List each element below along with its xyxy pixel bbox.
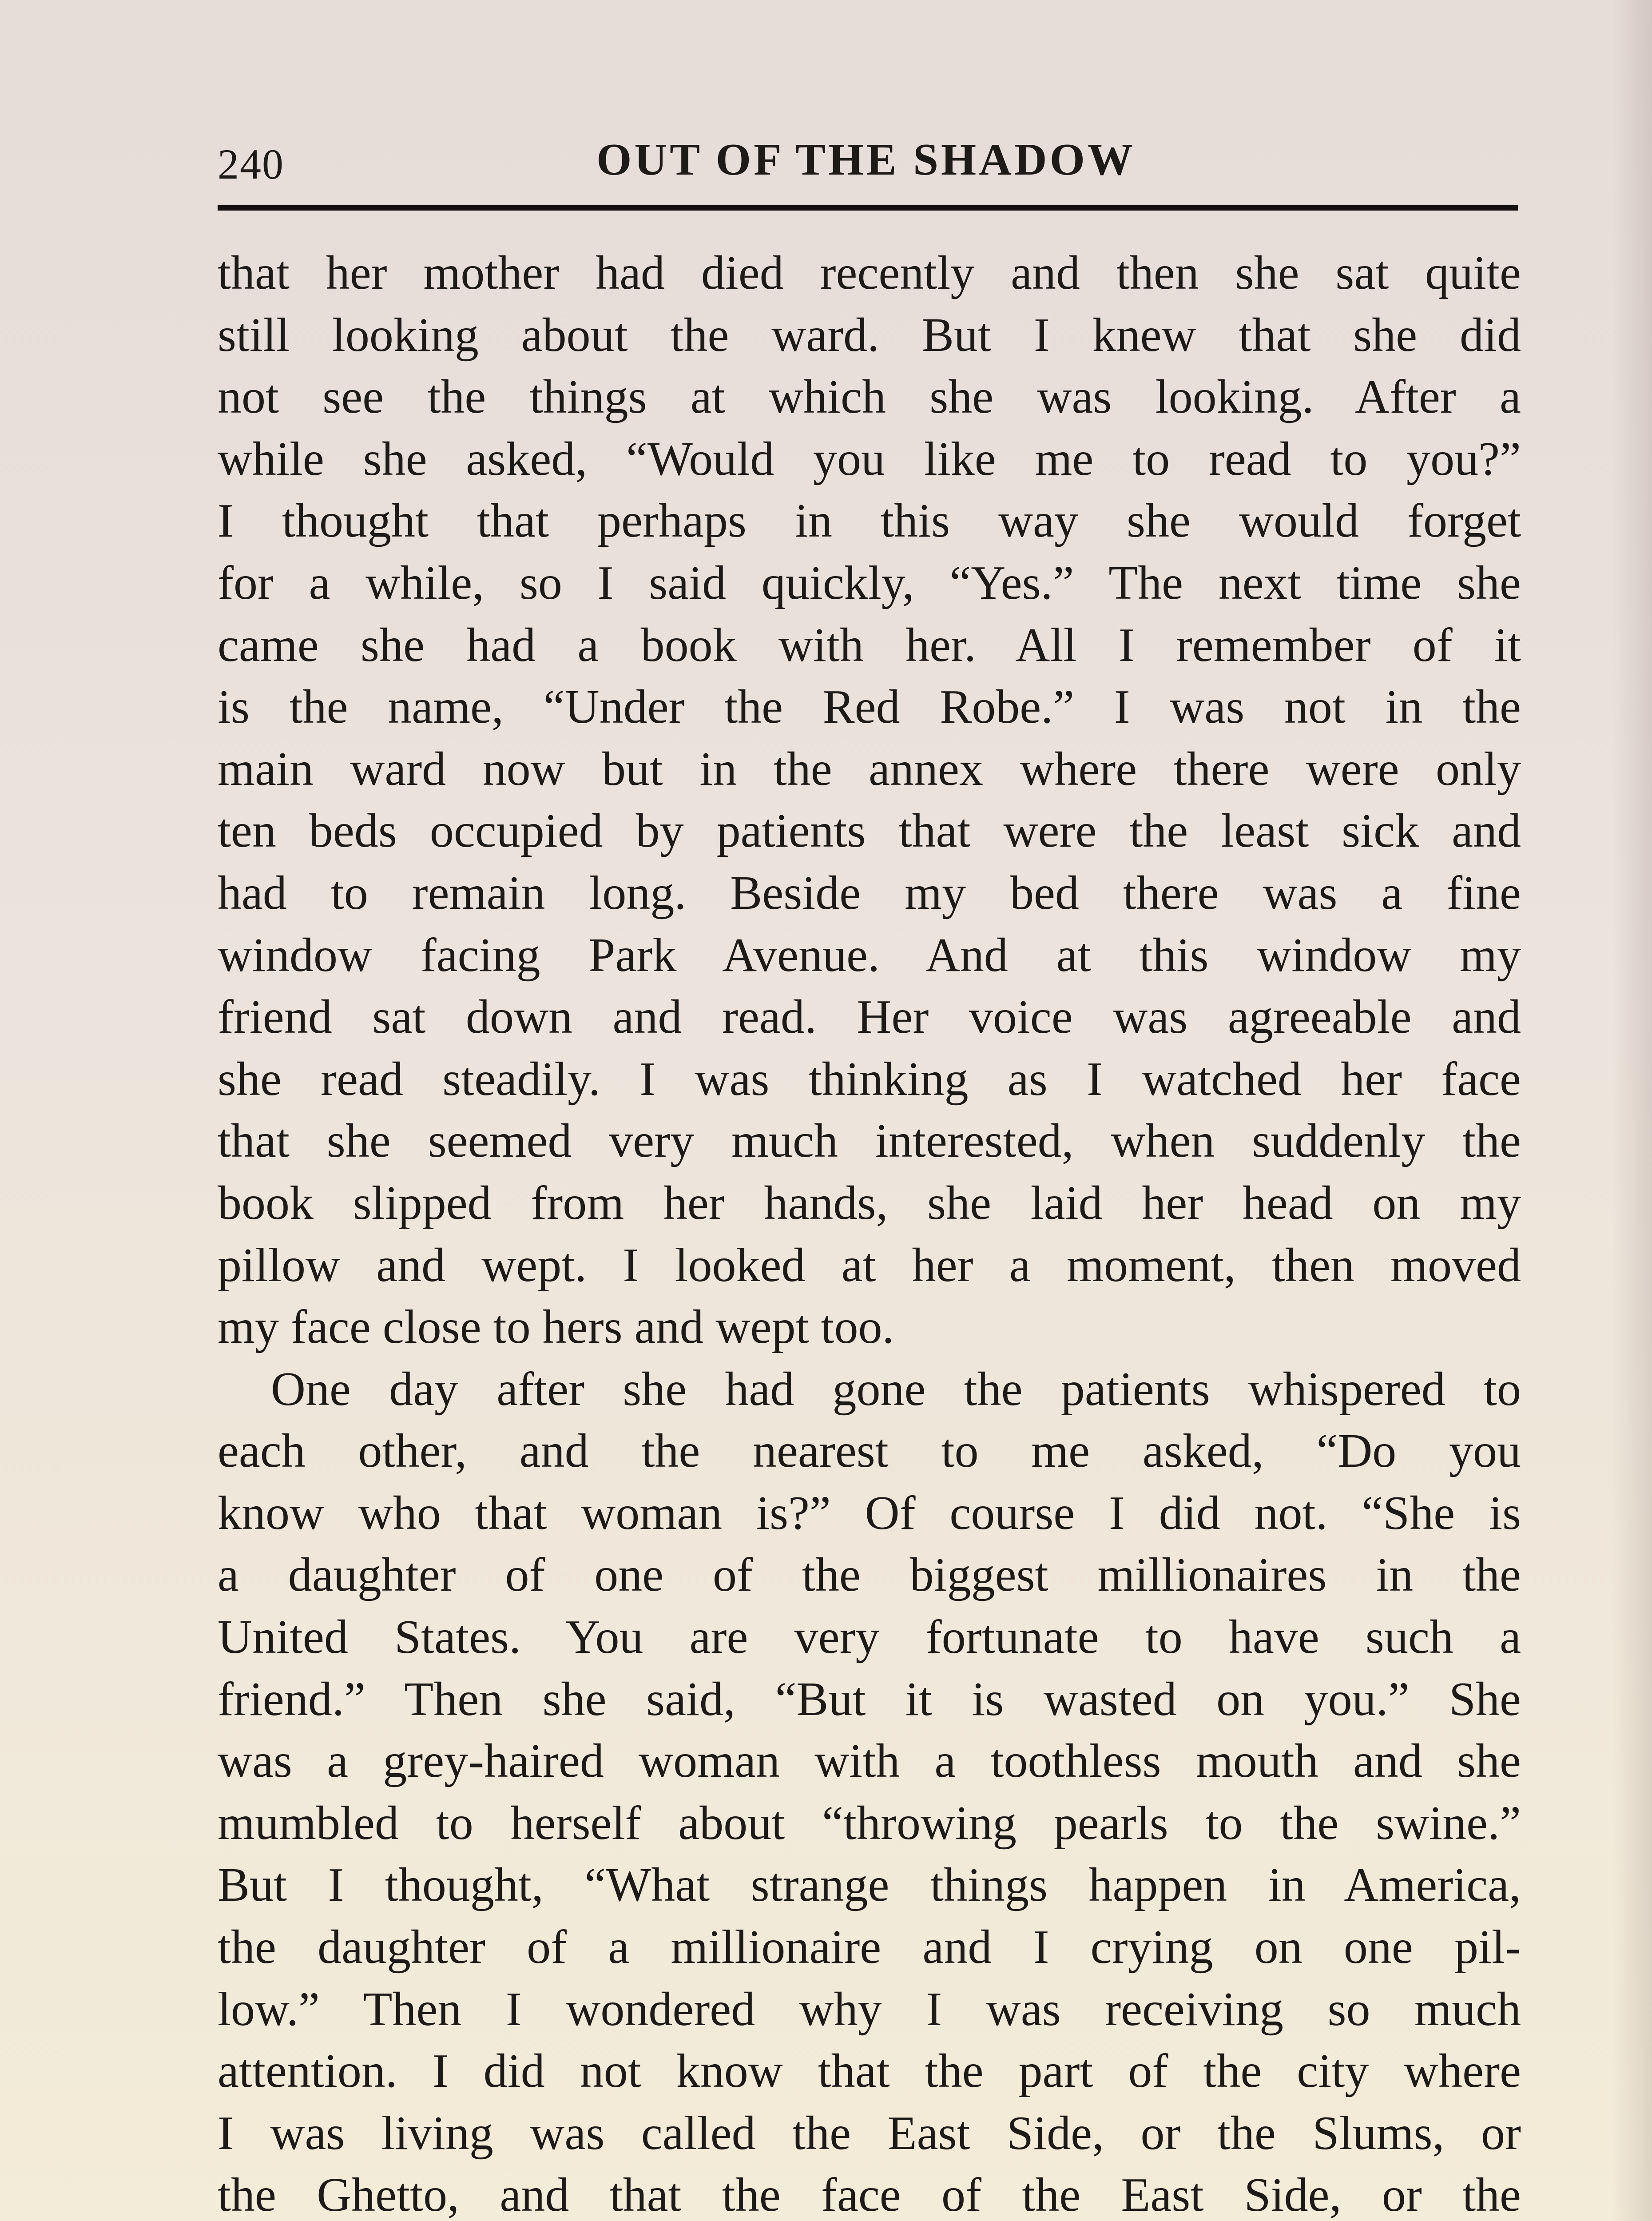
- header-rule: [218, 205, 1518, 211]
- text-line: United States. You are very fortunate to have such a: [218, 1611, 1521, 1664]
- text-line-paragraph-end: my face close to hers and wept too.: [218, 1301, 894, 1354]
- text-line: I thought that perhaps in this way she would forget: [218, 494, 1521, 548]
- text-line: attention. I did not know that the part of the city where: [218, 2045, 1521, 2098]
- text-line: had to remain long. Beside my bed there was a fine: [218, 866, 1521, 919]
- text-line: friend sat down and read. Her voice was agreeable and: [218, 991, 1521, 1044]
- text-line: low.” Then I wondered why I was receiving so much: [218, 1982, 1521, 2036]
- running-head: OUT OF THE SHADOW: [596, 135, 1136, 185]
- body-text: [218, 242, 1521, 2221]
- text-line: she read steadily. I was thinking as I watched her face: [218, 1052, 1521, 1106]
- text-line: friend.” Then she said, “But it is wasted on you.” She: [218, 1672, 1521, 1726]
- text-line: was a grey-haired woman with a toothless mouth and she: [218, 1735, 1521, 1788]
- text-line: for a while, so I said quickly, “Yes.” The next time she: [218, 556, 1521, 609]
- text-line: I was living was called the East Side, or the Slums, or: [218, 2106, 1521, 2160]
- text-line: while she asked, “Would you like me to read to you?”: [218, 432, 1521, 486]
- text-line: mumbled to herself about “throwing pearls to the swine.”: [218, 1796, 1521, 1850]
- text-line: each other, and the nearest to me asked, “Do you: [218, 1425, 1521, 1478]
- page-edge-shadow: [1612, 0, 1652, 2221]
- text-line-paragraph-start: One day after she had gone the patients whispered to: [271, 1362, 1521, 1416]
- text-line: is the name, “Under the Red Robe.” I was not in the: [218, 681, 1521, 734]
- text-line: that her mother had died recently and then she sat quite: [218, 247, 1521, 299]
- page-header: [218, 129, 1514, 195]
- text-line: ten beds occupied by patients that were the least sick and: [218, 804, 1521, 858]
- page-number: 240: [218, 140, 284, 188]
- text-line: But I thought, “What strange things happen in America,: [218, 1859, 1521, 1912]
- text-line: that she seemed very much interested, when suddenly the: [218, 1114, 1521, 1168]
- text-line: a daughter of one of the biggest millionaires in the: [218, 1548, 1521, 1602]
- text-line: not see the things at which she was looking. After a: [218, 370, 1521, 424]
- text-line: pillow and wept. I looked at her a moment, then moved: [218, 1238, 1521, 1292]
- text-line: came she had a book with her. All I remember of it: [218, 618, 1521, 672]
- text-line: window facing Park Avenue. And at this window my: [218, 928, 1521, 982]
- text-line: know who that woman is?” Of course I did not. “She is: [218, 1486, 1521, 1540]
- text-line: still looking about the ward. But I knew that she did: [218, 308, 1521, 362]
- text-line: book slipped from her hands, she laid her head on my: [218, 1176, 1521, 1230]
- text-line: the daughter of a millionaire and I crying on one pil-: [218, 1921, 1521, 1974]
- text-line: main ward now but in the annex where there were only: [218, 742, 1521, 796]
- text-line: the Ghetto, and that the face of the East Side, or the: [218, 2169, 1521, 2221]
